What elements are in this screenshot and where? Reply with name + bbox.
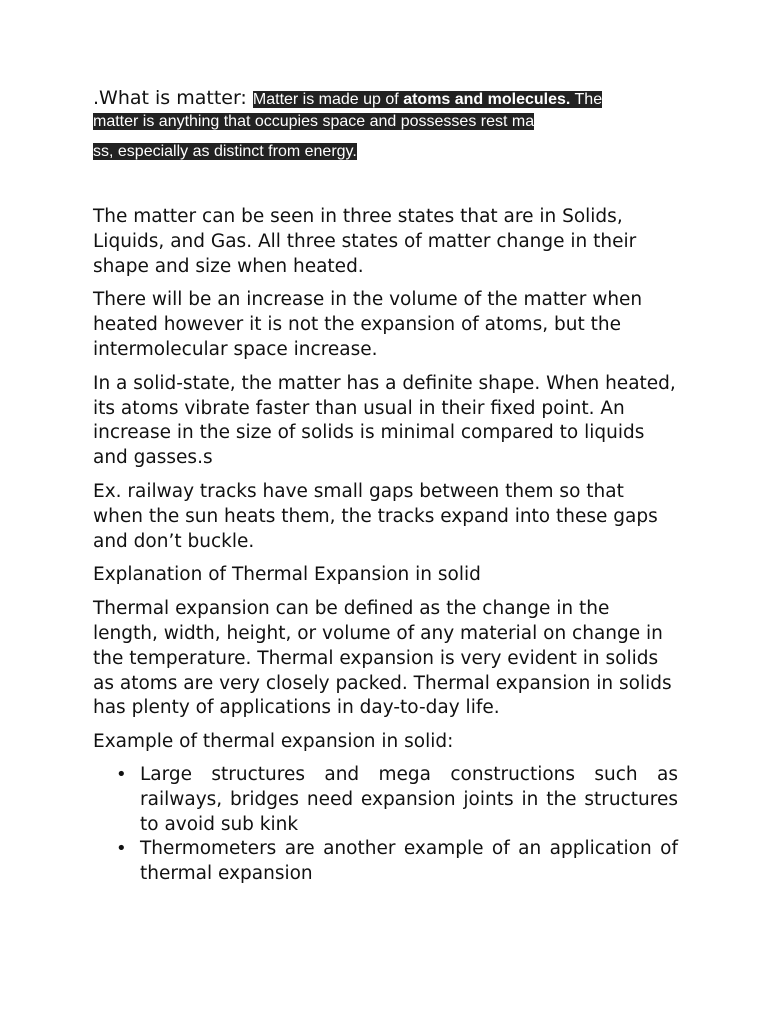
list-item: • Large structures and mega constructions such as railways, bridges need expansion joints in the structures to avoid sub kink <box>140 763 678 837</box>
highlighted-definition <box>253 91 602 108</box>
section-heading-thermal-expansion: Explanation of Thermal Expansion in solid <box>93 564 481 586</box>
paragraph-volume-increase: There will be an increase in the volume of the matter when heated however it is not the expansion of atoms, but the intermolecular space increase. <box>93 289 643 360</box>
paragraph-example-intro: Example of thermal expansion in solid: <box>93 731 454 753</box>
body-text <box>93 205 678 887</box>
paragraph-states-of-matter: The matter can be seen in three states that are in Solids, Liquids, and Gas. All three states of matter change in their shape and size when heated. <box>93 206 637 277</box>
list-item: • Thermometers are another example of an application of thermal expansion <box>140 837 678 887</box>
definition-text-2: The <box>570 91 603 108</box>
heading-label: .What is matter: <box>93 87 247 109</box>
examples-list <box>93 763 678 887</box>
paragraph-railway-example: Ex. railway tracks have small gaps between them so that when the sun heats them, the tracks expand into these gaps and don’t buckle. <box>93 480 658 552</box>
paragraph-solid-state: In a solid-state, the matter has a definite shape. When heated, its atoms vibrate faster than usual in their fixed point. An increase in the size of solids is minimal compared to liquids and gasses.s <box>93 372 676 469</box>
highlighted-line-3 <box>93 142 357 162</box>
paragraph-thermal-expansion-definition: Thermal expansion can be defined as the change in the length, width, height, or volume of any material on change in the temperature. Thermal expansion is very evident in solids as atoms are very closely packed. Thermal expansion in solids has plenty of applications in day-to-day life. <box>93 598 672 719</box>
definition-line-3: ss, especially as distinct from energy. <box>93 143 357 160</box>
heading-line <box>93 86 693 112</box>
definition-line-2: matter is anything that occupies space and possesses rest ma <box>93 113 535 130</box>
definition-bold-text: atoms and molecules. <box>403 91 571 108</box>
definition-text-1: Matter is made up of <box>252 91 404 108</box>
highlighted-line-2 <box>93 112 534 132</box>
